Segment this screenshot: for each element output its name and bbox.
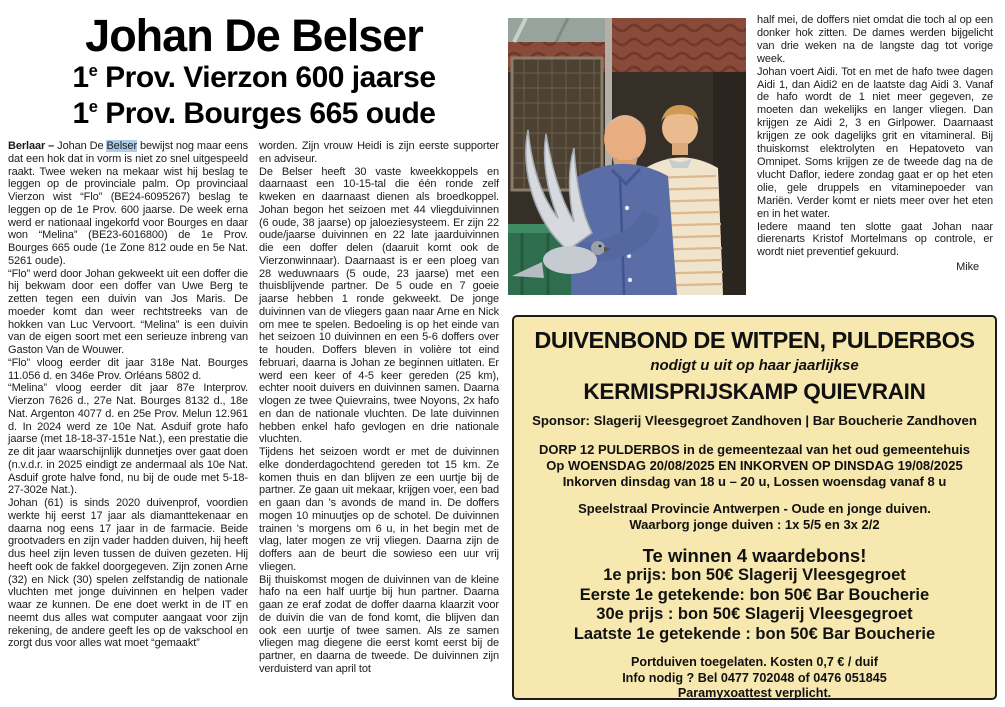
ad-event-title: KERMISPRIJSKAMP QUIEVRAIN: [583, 379, 926, 404]
body-text: Johan De: [54, 140, 107, 152]
ad-club-name: DUIVENBOND DE WITPEN, PULDERBOS: [534, 327, 975, 353]
pigeon-head: [591, 241, 605, 255]
selected-text: Belser: [106, 140, 138, 152]
article-columns: [8, 140, 500, 676]
paragraph: Johan voert Aidi. Tot en met de hafo twee dagen Aidi 1, dan Aidi2 en de laatste dag Aidi 3. Vanaf de hafo wordt de 1 niet meer gegeven, ze moeten dan wekelijks en langer vliegen. Dan krijgen ze Aidi 2, 3 en Girlpower. Daarnaast krijgen ze ook dagelijks grit en vitamineral. Bij thuiskomst elektrolyten en Hepatoveto van Omnipet. Soms krijgen ze de tweede dag na de vlucht Daflor, iedere zondag gaat er op het eten olie, gele druppels en vitaminepoeder van Mariën. Verder komt er niets meer over het eten en in het water.: [757, 65, 993, 220]
ad-venue-line-2: Op WOENSDAG 20/08/2025 EN INKORVEN OP DINSDAG 19/08/2025: [546, 458, 963, 473]
subhead-ordinal: e: [88, 62, 98, 80]
author-byline: Mike: [956, 261, 979, 274]
ad-prize-4: Laatste 1e getekende : bon 50€ Bar Boucherie: [573, 624, 936, 643]
aviary-mesh: [512, 58, 602, 190]
article-photo: [508, 18, 746, 295]
paragraph: worden. Zijn vrouw Heidi is zijn eerste supporter en adviseur.: [259, 140, 499, 165]
subhead-text: Prov. Bourges 665 oude: [97, 97, 436, 130]
subhead-ordinal: e: [88, 98, 98, 116]
ad-prize-1: 1e prijs: bon 50€ Slagerij Vleesgegroet: [603, 566, 906, 584]
paragraph: Tijdens het seizoen wordt er met de duivinnen elke donderdagochtend gereden tot 15 km. Ze komen thuis en dan blijven ze een uurtje bij de partner. Ze gaan uit mekaar, krijgen voer, een bad en gaan dan 's avonds de mand in. De doffers mogen 10 minuutjes op de schotel. De duivinnen trainen 's morgens om 6 u, in het begin met de vlag, later mogen ze vrij vliegen. Daarna zijn de doffers aan de beurt die sowieso een uur vrij vliegen.: [259, 446, 499, 573]
dateline: Berlaar –: [8, 140, 55, 152]
subheadline-bourges: [8, 96, 500, 132]
article-column-1: [8, 140, 248, 676]
body-text: bewijst nog maar eens dat een hok dat in vorm is niet zo snel uitgespeeld raakt. Twee weken na mekaar wist hij beslag te leggen op de provinciale palm. Op provinciaal Vierzon wist “Flo” (BE24-6095267) beslag te leggen op de 1e Prov. 600 jaarse. De week erna werd er nationaal ingekorfd voor Bourges en daar won “Melina” (BE23-6016800) de 1e Prov. Bourges 665 oude (1e Zone 812 oude en 5e Nat. 5261 oude).: [8, 140, 248, 267]
paragraph: Bij thuiskomst mogen de duivinnen van de kleine hafo na een half uurtje bij hun partner. Daarna gaan ze eraf zodat de doffer daarna klaarzit voor de duivin die van de fond komt, die blijven dan ook een uurtje of twee samen. Als ze samen vliegen mag diegene die eerst komt eerst bij de partner, en daarna de tweede. De duivinnen zijn verduisterd van april tot: [259, 573, 499, 675]
photo-illustration: [508, 18, 746, 295]
article-headline: [8, 12, 500, 132]
article: [8, 12, 500, 676]
lead-paragraph: [8, 140, 248, 268]
pigeon-body: [543, 246, 597, 274]
page-title: Johan De Belser: [85, 10, 423, 61]
ad-footer-line-1: Portduiven toegelaten. Kosten 0,7 € / duif: [630, 655, 879, 669]
ad-region-line-1: Speelstraal Provincie Antwerpen - Oude en jonge duiven.: [578, 501, 931, 516]
paragraph: Iedere maand ten slotte gaat Johan naar dierenarts Kristof Mortelmans op controle, er wordt niet preventief gekuurd.: [757, 220, 993, 259]
subhead-number: 1: [72, 61, 89, 94]
paragraph: half mei, de doffers niet omdat die toch al op een donker hok zitten. De dames werden bijgelicht van drie weken na de langste dag tot vorige week.: [757, 14, 993, 65]
advertisement-duivenbond: [512, 315, 997, 700]
ad-prize-2: Eerste 1e getekende: bon 50€ Bar Boucherie: [579, 585, 930, 604]
paragraph: Johan (61) is sinds 2020 duivenprof, voordien werkte hij eerst 17 jaar als diamanttekenaar en daarna nog eens 17 jaar in de farmacie. Beide grootvaders en zijn vader hadden duiven, hij heeft dus heel zijn leven tussen de duiven gezeten. Hij heeft ook de fakkel doorgegeven. Zijn zonen Arne (32) en Nick (30) spelen zelfstandig de nationale vluchten met jonge duivinnen en helpen vader waar ze kunnen. De ene doet werkt in de IT en neemt dus alles wat computer aangaat voor zijn rekening, de andere geeft les op de vakschool en zorgt dus voor alles wat moet “gemaakt”: [8, 497, 248, 650]
ad-invite-line: nodigt u uit op haar jaarlijkse: [650, 357, 859, 374]
paragraph: De Belser heeft 30 vaste kweekkoppels en daarnaast een 10-15-tal die één ronde zelf kweken en daarnaast dienen als broedkoppel. Johan begon het seizoen met 44 vliegduivinnen (6 oude, 38 jaarse) op jaloeziesysteem. Er zijn 22 oude/jaarse duivinnen en 22 late jaarduivinnen die een doffer delen (daaruit komt ook de Vierzonwinnaar). Daarnaast is er een ploeg van 28 weduwnaars (5 oude, 23 jaarse) met een thuisblijvende partner. De 5 oude en 7 goeie jaarse hebben 1 ronde gekweekt. De jonge duivinnen van de vliegers gaan naar Arne en Nick om mee te spelen. Bedoeling is op het einde van het seizoen 10 duivinnen en een 5-6 doffers over te houden. Doffers bleven in volière tot eind februari, daarna is Johan ze beginnen uitlaten. Er werd een keer of 4-5 keer gereden (25 km), echter nooit duivers en duivinnen samen. Daarna vlogen ze twee Quievrains, twee Noyons, 2x hafo en dan de nationale vluchten. De late duivinnen hebben enkel hafo gevlogen en drie nationale vluchten.: [259, 165, 499, 446]
ad-prizes-header: Te winnen 4 waardebons!: [642, 545, 867, 566]
subhead-text: Prov. Vierzon 600 jaarse: [97, 61, 436, 94]
subheadline-vierzon: [8, 60, 500, 96]
ad-venue-line-3: Inkorven dinsdag van 18 u – 20 u, Lossen woensdag vanaf 8 u: [562, 474, 947, 489]
paragraph: “Flo” werd door Johan gekweekt uit een doffer die hij bekwam door een doffer van Uwe Berg te zetten tegen een duivin van Jos Maris. De moeder komt dan weer rechtstreeks van de hokken van Luc Vervoort. “Melina” is een duivin van de eigen soort met een serieuze inbreng van Gaston Van de Wouwer.: [8, 267, 248, 356]
paragraph: “Melina” vloog eerder dit jaar 87e Interprov. Vierzon 7626 d., 27e Nat. Bourges 8132 d., 18e Nat. Argenton 4077 d. en 25e Prov. Melun 12.961 d. In 2024 werd ze 10e Nat. Asduif grote hafo jaarse (met 18-18-37-151e Nat.), een prestatie die ze dit jaar waarschijnlijk dunnetjes over gaat doen (n.v.d.r. in 2025 eindigt ze andermaal als 10e Nat. Asduif grote halve fond, nu bij de oude met 5-18-27-302e Nat.).: [8, 382, 248, 497]
ad-sponsor-line: Sponsor: Slagerij Vleesgegroet Zandhoven | Bar Boucherie Zandhoven: [532, 413, 977, 428]
article-column-2: [259, 140, 499, 676]
ad-venue-line-1: DORP 12 PULDERBOS in de gemeentezaal van het oud gemeentehuis: [538, 442, 971, 457]
ad-region-line-2: Waarborg jonge duiven : 1x 5/5 en 3x 2/2: [629, 517, 880, 532]
subhead-number: 1: [72, 97, 89, 130]
article-column-3: [757, 14, 993, 274]
ad-footer-line-3: Paramyxoattest verplicht.: [677, 686, 832, 700]
paragraph: “Flo” vloog eerder dit jaar 318e Nat. Bourges 11.056 d. en 346e Prov. Orléans 5802 d.: [8, 356, 248, 382]
ad-prize-3: 30e prijs : bon 50€ Slagerij Vleesgegroet: [596, 605, 913, 623]
ad-footer-line-2: Info nodig ? Bel 0477 702048 of 0476 051845: [622, 670, 887, 685]
